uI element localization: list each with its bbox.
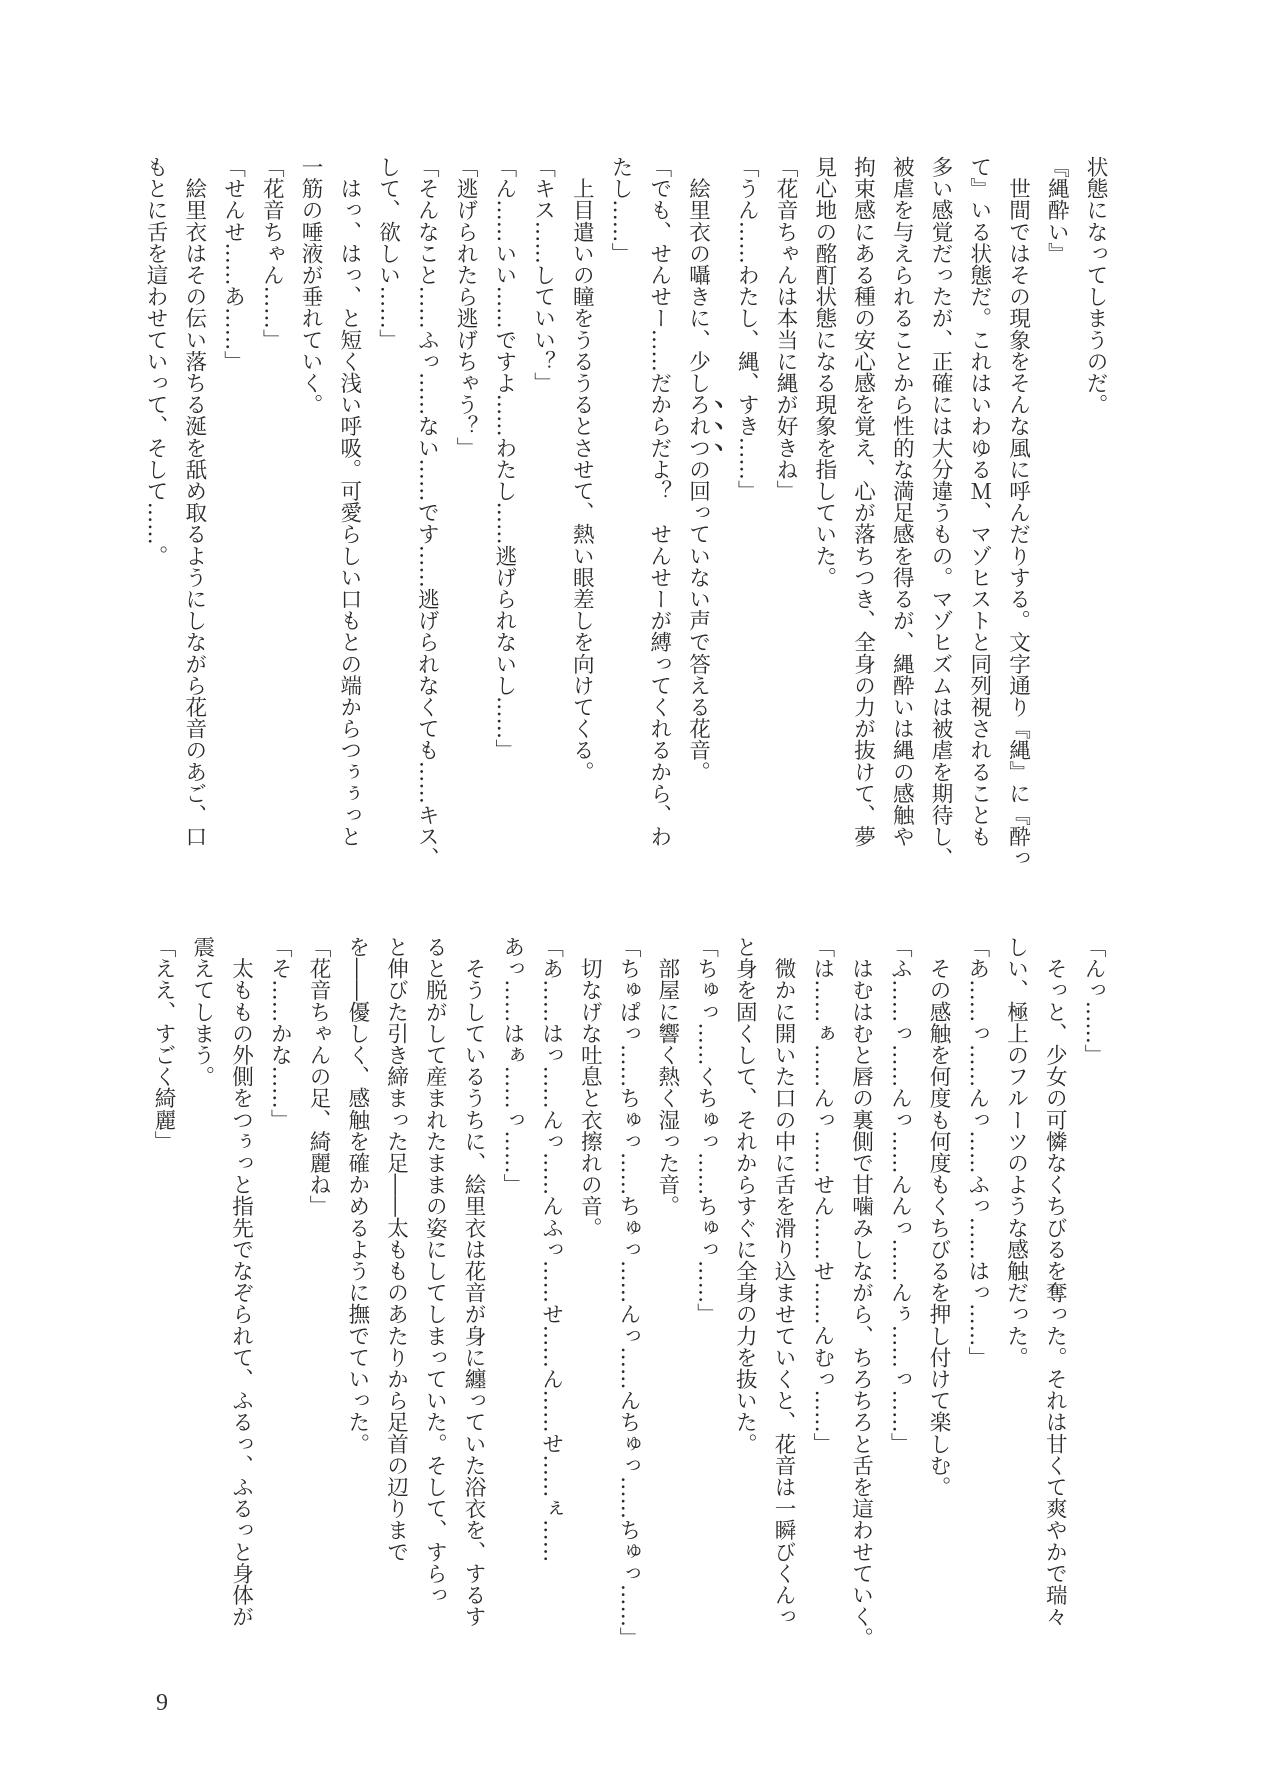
text-line: て』いる状態だ。これはいわゆるＭ、マゾヒストと同列視されることも xyxy=(966,156,992,848)
text-line: 「でも、せんせー……だからだよ？ せんせーが縛ってくれるから、わ xyxy=(646,156,672,848)
text-line: 震えてしまう。 xyxy=(189,936,215,1088)
text-line: 「あ……っ……んっ……ふっ……はっ……」 xyxy=(964,936,990,1368)
text-line: 見心地の酩酊状態になる現象を指していた。 xyxy=(811,156,837,588)
text-line: 絵里衣はその伝い落ちる涎を舐め取るようにしながら花音のあご、口 xyxy=(181,156,207,848)
text-line: 「ん……いい……ですよ……わたし……逃げられないし……」 xyxy=(491,156,517,761)
text-line: 被虐を与えられることから性的な満足感を得るが、縄酔いは縄の感触や xyxy=(889,156,915,848)
text-line: 切なげな吐息と衣擦れの音。 xyxy=(577,936,603,1239)
text-line: 「うん……わたし、縄、すき……」 xyxy=(734,156,760,502)
emphasized-text: ろれつ xyxy=(685,393,711,459)
text-line: 状態になってしまうのだ。 xyxy=(1083,156,1108,416)
text-line: と伸びた引き締まった足――太もものあたりから足首の辺りまで xyxy=(383,936,409,1563)
page-number: 9 xyxy=(156,1690,168,1716)
text-line: 「花音ちゃん……」 xyxy=(259,156,285,351)
text-line: 微かに開いた口の中に舌を滑り込ませていくと、花音は一瞬びくんっ xyxy=(771,936,796,1628)
text-line: と身を固くして、それからすぐに全身の力を抜いた。 xyxy=(732,936,758,1455)
lower-text-block xyxy=(143,936,1112,1649)
text-line: 「ええ、すごく綺麗」 xyxy=(151,936,176,1152)
text-line: たし……」 xyxy=(608,156,633,264)
text-line: しい、極上のフルーツのような感触だった。 xyxy=(1003,936,1029,1368)
upper-text-block xyxy=(145,156,1114,876)
text-line: を――優しく、感触を確かめるように撫でていった。 xyxy=(344,936,370,1455)
text-line: はむはむと唇の裏側で甘噛みしながら、ちろちろと舌を這わせていく。 xyxy=(848,936,874,1649)
text-line: 上目遣いの瞳をうるうるとさせて、熱い眼差しを向けてくる。 xyxy=(569,156,595,783)
text-line: そうしているうちに、絵里衣は花音が身に纏っていた浴衣を、するす xyxy=(461,936,486,1628)
text-segment: 絵里衣の囁きに、少し xyxy=(685,156,711,394)
text-line: 「は……ぁ……んっ……せん……せ……んむっ……」 xyxy=(809,936,835,1455)
text-line: 多い感覚だったが、正確には大分違うもの。マゾヒズムは被虐を期待し、 xyxy=(928,156,953,869)
text-line: 「そ……かな……」 xyxy=(267,936,293,1131)
text-line: 「せんせ……あ……」 xyxy=(220,156,246,372)
text-line: そっと、少女の可憐なくちびるを奪った。それは甘くて爽やかで瑞々 xyxy=(1042,936,1068,1628)
text-line: もとに舌を這わせていって、そして……。 xyxy=(143,156,168,567)
text-line: 「ちゅぱっ……ちゅっ……ちゅっ……んっ……んちゅっ……ちゅっ……」 xyxy=(616,936,641,1649)
text-line: 「あ……はっ……んっ……んふっ……せ……ん……せ……ぇ…… xyxy=(538,936,564,1563)
text-line: して、欲しい……」 xyxy=(375,156,401,351)
text-line: 「んっ……」 xyxy=(1081,936,1106,1066)
text-line: ると脱がして産まれたままの姿にしてしまっていた。そして、すらっ xyxy=(422,936,448,1606)
text-line: 「そんなこと……ふっ……ない……です……逃げられなくても……キス、 xyxy=(414,156,440,869)
text-line: その感触を何度も何度もくちびるを押し付けて楽しむ。 xyxy=(926,936,951,1498)
text-line: あっ……はぁ……っ……」 xyxy=(499,936,525,1196)
text-line: 「花音ちゃんの足、綺麗ね」 xyxy=(306,936,331,1217)
text-line: 「逃げられたら逃げちゃう？」 xyxy=(453,156,478,459)
text-line: 一筋の唾液が垂れていく。 xyxy=(298,156,323,416)
text-line: はっ、はっ、と短く浅い呼吸。可愛らしい口もとの端からつぅぅっと xyxy=(336,156,362,848)
text-line: 「ちゅっ……くちゅっ……ちゅっ……」 xyxy=(693,936,719,1325)
text-line: 部屋に響く熱く湿った音。 xyxy=(654,936,680,1217)
text-line: 「ふ……っ……んっ……んんっ……んぅ……っ……」 xyxy=(887,936,913,1455)
text-line: 「キス……していい？」 xyxy=(530,156,556,394)
text-line: 太ももの外側をつぅっと指先でなぞられて、ふるっ、ふるっと身体が xyxy=(228,936,254,1628)
text-segment: の回っていない声で答える花音。 xyxy=(685,458,711,783)
text-line: 『縄酔い』 xyxy=(1044,156,1070,264)
text-line: 拘束感にある種の安心感を覚え、心が落ちつき、全身の力が抜けて、夢 xyxy=(850,156,876,848)
text-line: 「花音ちゃんは本当に縄が好きね」 xyxy=(773,156,798,502)
text-line: 世間ではその現象をそんな風に呼んだりする。文字通り『縄』に『酔っ xyxy=(1005,156,1031,869)
text-line xyxy=(678,156,727,876)
